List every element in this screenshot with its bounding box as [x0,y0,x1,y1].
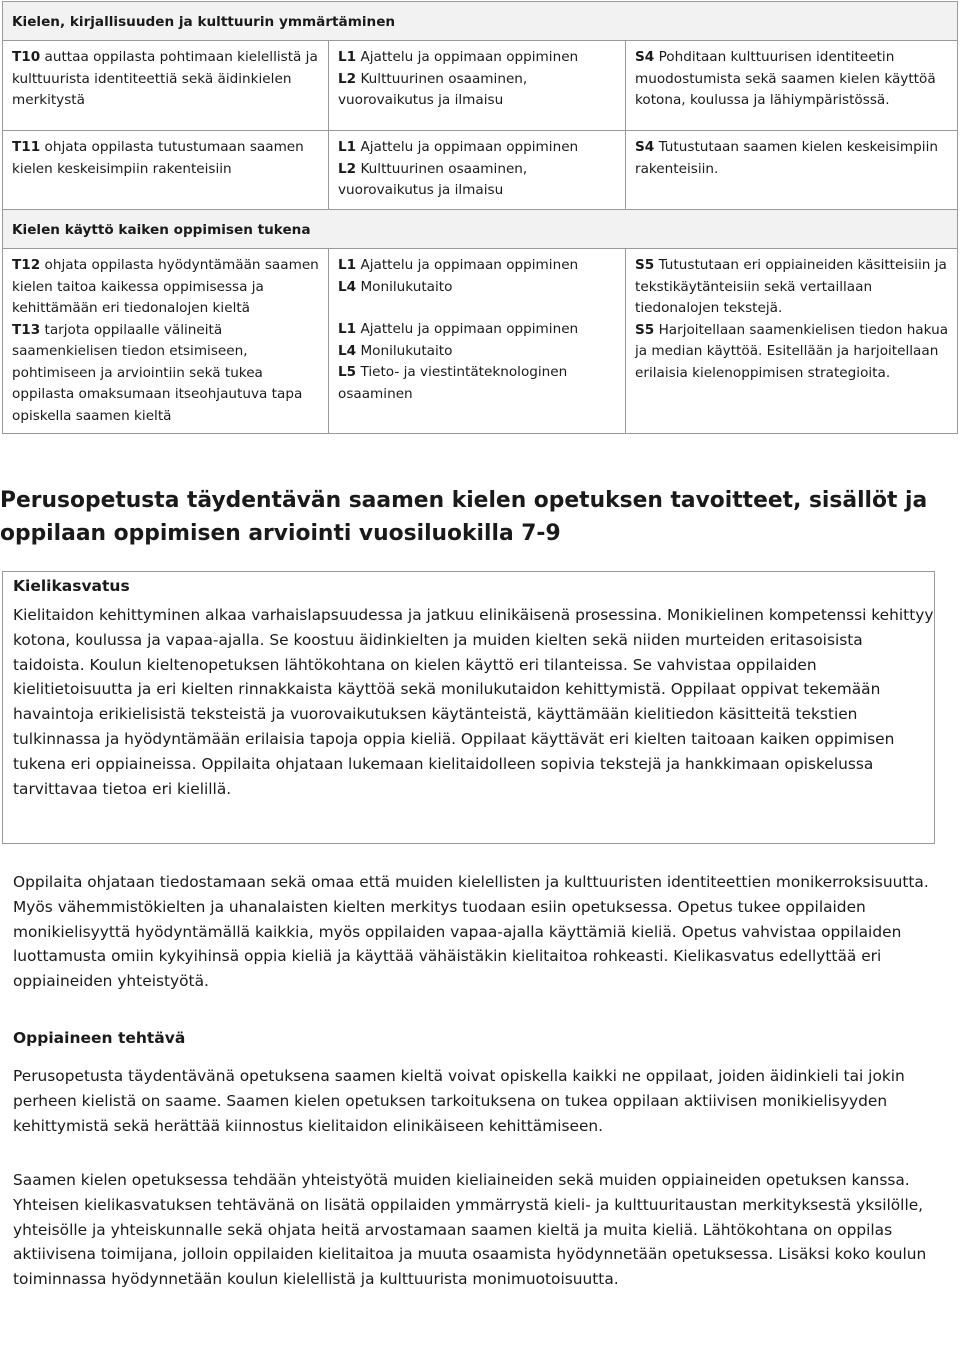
oppiaineen-tehtava-heading: Oppiaineen tehtävä [13,1029,186,1047]
content-cell: S5 Tutustutaan eri oppiaineiden käsitteisiin ja tekstikäytänteisiin sekä vertaillaan tiedonalojen tekstejä. S5 Harjoitellaan saamenkielisen tiedon hakua ja median käyttöä. Esitellään ja harjoitellaan erilaisia kielenoppimisen strategioita. [626,249,958,434]
kielikasvatus-text: Kielitaidon kehittyminen alkaa varhaislapsuudessa ja jatkuu elinikäisenä prosessina. Monikielinen kompetenssi kehittyy kotona, koulussa ja vapaa-ajalla. Se koostuu äidinkielten ja muiden kielten sekä niiden murteiden eritasoisista taidoista. Koulun kieltenopetuksen lähtökohtana on kielen käyttö eri tilanteissa. Se vahvistaa oppilaiden kielitietoisuutta ja eri kielten rinnakkaista käyttöä sekä monilukutaidon kehittymistä. Oppilaat oppivat tekemään havaintoja erikielisistä teksteistä ja vuorovaikutuksen käytänteistä, käyttämään kielitiedon käsitteitä tekstien tulkinnassa ja hyödyntämään erilaisia tapoja oppia kieliä. Oppilaat käyttävät eri kielten taitoaan kaiken oppimisen tukena eri oppiaineissa. Oppilaita ohjataan lukemaan kielitaidolleen sopivia tekstejä ja hankkimaan opiskelussa tarvittavaa tietoa eri kielillä. [13,606,934,798]
goals-table [2,1,958,434]
oppiaineen-tehtava-paragraph-2: Saamen kielen opetuksessa tehdään yhteistyötä muiden kieliaineiden sekä muiden oppiaineiden opetuksen kanssa. Yhteisen kielikasvatuksen tehtävänä on lisätä oppilaiden ymmärrystä kieli- ja kulttuuritaustan merkityksestä yksilölle, yhteisölle ja yhteiskunnalle sekä ohjata heitä arvostamaan saamen kieltä ja muita kieliä. Lähtökohtana on oppilas aktiivisena toimijana, jolloin oppilaiden kielitaitoa ja muuta osaamista hyödynnetään opetuksessa. Lisäksi koko koulun toiminnassa hyödynnetään koulun kielellistä ja kulttuurista monimuotoisuutta. [13,1171,927,1289]
kielikasvatus-box [2,571,935,844]
main-heading: Perusopetusta täydentävän saamen kielen opetuksen tavoitteet, sisällöt ja oppilaan oppimisen arviointi vuosiluokilla 7-9 [0,488,928,546]
goal-cell: T12 ohjata oppilasta hyödyntämään saamen kielen taitoa kaikessa oppimisessa ja kehittämään eri tiedonalojen kieltä T13 tarjota oppilaalle välineitä saamenkielisen tiedon etsimiseen, pohtimiseen ja arviointiin sekä tukea oppilasta omaksumaan itseohjautuva tapa opiskella saamen kieltä [3,249,329,434]
areas-cell: L1 Ajattelu ja oppimaan oppiminen L2 Kulttuurinen osaaminen, vuorovaikutus ja ilmaisu [329,131,626,210]
goal-cell: T10 auttaa oppilasta pohtimaan kielellistä ja kulttuurista identiteettiä sekä äidinkielen merkitystä [3,41,329,131]
section-title-kielen-ymmartaminen: Kielen, kirjallisuuden ja kulttuurin ymmärtäminen [3,2,958,41]
content-cell: S4 Tutustutaan saamen kielen keskeisimpiin rakenteisiin. [626,131,958,210]
oppiaineen-tehtava-paragraph-1: Perusopetusta täydentävänä opetuksena saamen kieltä voivat opiskella kaikki ne oppilaat, joiden äidinkieli tai jokin perheen kielistä on saame. Saamen kielen opetuksen tarkoituksena on tukea oppilaan aktiivisen monikielisyyden kehittymistä sekä herättää kiinnostus kielitaidon elinikäiseen kehittämiseen. [13,1067,905,1135]
areas-cell: L1 Ajattelu ja oppimaan oppiminen L2 Kulttuurinen osaaminen, vuorovaikutus ja ilmaisu [329,41,626,131]
kielikasvatus-title: Kielikasvatus [13,577,130,595]
content-cell: S4 Pohditaan kulttuurisen identiteetin muodostumista sekä saamen kielen käyttöä kotona, koulussa ja lähiympäristössä. [626,41,958,131]
paragraph-identiteetit: Oppilaita ohjataan tiedostamaan sekä omaa että muiden kielellisten ja kulttuuristen identiteettien monikerroksisuutta. Myös vähemmistökielten ja uhanalaisten kielten merkitys tuodaan esiin opetuksessa. Opetus tukee oppilaiden monikielisyyttä hyödyntämällä kaikkia, myös oppilaiden vapaa-ajalla käyttämiä kieliä. Opetus vahvistaa oppilaiden luottamusta omiin kykyihinsä oppia kieliä ja käyttää vähäistäkin kielitaitoa rohkeasti. Kielikasvatus edellyttää eri oppiaineiden yhteistyötä. [13,873,929,991]
goal-cell: T11 ohjata oppilasta tutustumaan saamen kielen keskeisimpiin rakenteisiin [3,131,329,210]
section-title-kielen-kaytto: Kielen käyttö kaiken oppimisen tukena [3,210,958,249]
areas-cell: L1 Ajattelu ja oppimaan oppiminen L4 Monilukutaito L1 Ajattelu ja oppimaan oppiminen L4 Monilukutaito L5 Tieto- ja viestintäteknologinen osaaminen [329,249,626,434]
